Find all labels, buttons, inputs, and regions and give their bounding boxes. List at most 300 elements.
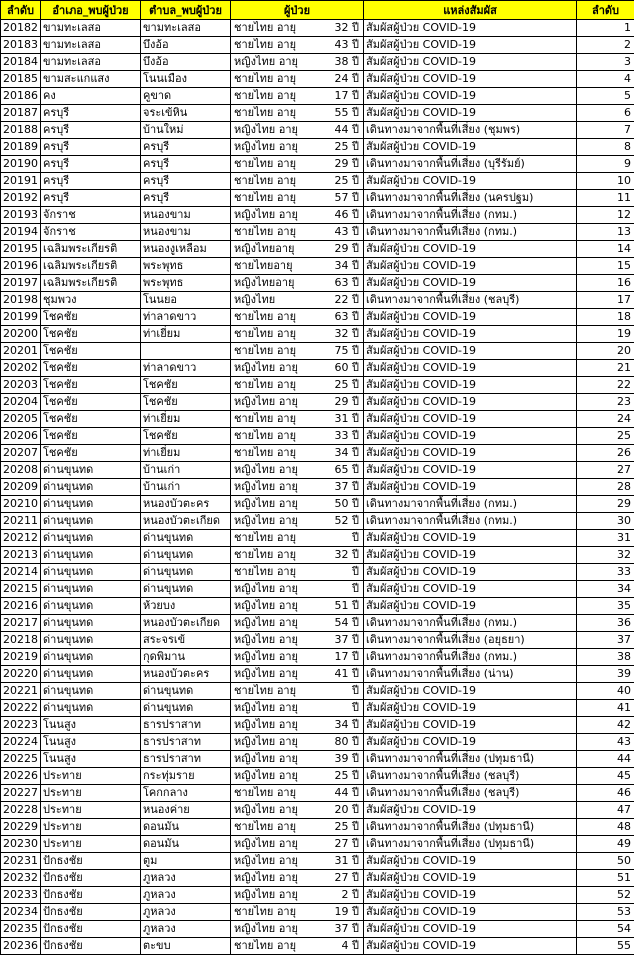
patient-age: ปี [352, 701, 359, 714]
cell-case-id: 20196 [1, 258, 41, 275]
header-patient: ผู้ป่วย [231, 1, 364, 20]
cell-district: ด่านขุนทด [41, 683, 141, 700]
patient-age: 4 ปี [341, 939, 359, 952]
patient-age: 25 ปี [334, 140, 359, 153]
cell-subdistrict: ห้วยบง [141, 598, 231, 615]
cell-order: 8 [577, 139, 634, 156]
cell-patient [231, 700, 364, 717]
patient-desc: ชายไทย อายุ [234, 72, 297, 85]
patient-desc: ชายไทย อายุ [234, 157, 297, 170]
cell-subdistrict: ธารปราสาท [141, 717, 231, 734]
cell-source: เดินทางมาจากพื้นที่เสี่ยง (นครปฐม) [364, 190, 577, 207]
patient-desc: หญิงไทย อายุ [234, 888, 298, 901]
table-row [1, 547, 634, 564]
table-row [1, 360, 634, 377]
table-row [1, 904, 634, 921]
patient-desc: ชายไทย อายุ [234, 786, 297, 799]
cell-district: ด่านขุนทด [41, 649, 141, 666]
patient-age: 32 ปี [334, 327, 359, 340]
cell-source: สัมผัสผู้ป่วย COVID-19 [364, 870, 577, 887]
cell-order: 14 [577, 241, 634, 258]
cell-subdistrict: กุดพิมาน [141, 649, 231, 666]
cell-district: ครบุรี [41, 122, 141, 139]
table-row [1, 819, 634, 836]
table-row [1, 105, 634, 122]
cell-district: ขามทะเลสอ [41, 54, 141, 71]
cell-district: ด่านขุนทด [41, 513, 141, 530]
cell-case-id: 20192 [1, 190, 41, 207]
patient-age: 46 ปี [334, 208, 359, 221]
patient-age: 63 ปี [334, 310, 359, 323]
cell-source: เดินทางมาจากพื้นที่เสี่ยง (ชลบุรี) [364, 768, 577, 785]
table-row [1, 71, 634, 88]
cell-patient [231, 156, 364, 173]
cell-source: สัมผัสผู้ป่วย COVID-19 [364, 20, 577, 37]
cell-patient [231, 819, 364, 836]
cell-order: 1 [577, 20, 634, 37]
patient-desc: หญิงไทย อายุ [234, 55, 298, 68]
table-row [1, 37, 634, 54]
table-row [1, 54, 634, 71]
cell-order: 30 [577, 513, 634, 530]
cell-district: ด่านขุนทด [41, 530, 141, 547]
cell-order: 12 [577, 207, 634, 224]
cell-order: 49 [577, 836, 634, 853]
patient-age: 37 ปี [334, 480, 359, 493]
cell-case-id: 20185 [1, 71, 41, 88]
cell-case-id: 20182 [1, 20, 41, 37]
cell-subdistrict: ด่านขุนทด [141, 700, 231, 717]
cell-subdistrict: พระพุทธ [141, 258, 231, 275]
cell-source: สัมผัสผู้ป่วย COVID-19 [364, 241, 577, 258]
cell-source: สัมผัสผู้ป่วย COVID-19 [364, 921, 577, 938]
cell-source: สัมผัสผู้ป่วย COVID-19 [364, 717, 577, 734]
cell-case-id: 20235 [1, 921, 41, 938]
cell-source: สัมผัสผู้ป่วย COVID-19 [364, 360, 577, 377]
cell-district: โชคชัย [41, 428, 141, 445]
cell-district: โนนสูง [41, 717, 141, 734]
cell-district: ด่านขุนทด [41, 581, 141, 598]
table-row [1, 649, 634, 666]
cell-patient [231, 258, 364, 275]
cell-order: 9 [577, 156, 634, 173]
cell-case-id: 20230 [1, 836, 41, 853]
cell-district: ด่านขุนทด [41, 700, 141, 717]
patient-age: 25 ปี [334, 378, 359, 391]
patient-desc: หญิงไทย อายุ [234, 395, 298, 408]
cell-patient [231, 802, 364, 819]
cell-case-id: 20206 [1, 428, 41, 445]
table-row [1, 258, 634, 275]
cell-source: สัมผัสผู้ป่วย COVID-19 [364, 598, 577, 615]
patient-desc: หญิงไทย อายุ [234, 871, 298, 884]
table-row [1, 377, 634, 394]
cell-order: 29 [577, 496, 634, 513]
patient-age: 63 ปี [334, 276, 359, 289]
table-row [1, 496, 634, 513]
patient-desc: หญิงไทย อายุ [234, 633, 298, 646]
cell-order: 43 [577, 734, 634, 751]
cell-subdistrict: หนองบัวตะคร [141, 496, 231, 513]
patient-age: 41 ปี [334, 667, 359, 680]
cell-case-id: 20198 [1, 292, 41, 309]
cell-source: เดินทางมาจากพื้นที่เสี่ยง (ปทุมธานี) [364, 751, 577, 768]
patient-age: 20 ปี [334, 803, 359, 816]
cell-source: เดินทางมาจากพื้นที่เสี่ยง (กทม.) [364, 224, 577, 241]
cell-district: ประทาย [41, 836, 141, 853]
cell-patient [231, 462, 364, 479]
cell-case-id: 20220 [1, 666, 41, 683]
cell-district: ปักธงชัย [41, 938, 141, 955]
cell-patient [231, 615, 364, 632]
cell-patient [231, 921, 364, 938]
patient-desc: ชายไทย อายุ [234, 21, 297, 34]
cell-district: เฉลิมพระเกียรติ [41, 241, 141, 258]
cell-subdistrict: โชคชัย [141, 377, 231, 394]
table-row [1, 479, 634, 496]
cell-case-id: 20225 [1, 751, 41, 768]
cell-patient [231, 904, 364, 921]
cell-district: จักราช [41, 224, 141, 241]
patient-desc: หญิงไทย อายุ [234, 582, 298, 595]
cell-order: 33 [577, 564, 634, 581]
cell-patient [231, 309, 364, 326]
cell-subdistrict: ท่าเยี่ยม [141, 445, 231, 462]
patient-desc: ชายไทย อายุ [234, 565, 297, 578]
cell-case-id: 20200 [1, 326, 41, 343]
patient-desc: หญิงไทย อายุ [234, 752, 298, 765]
cell-case-id: 20187 [1, 105, 41, 122]
cell-source: สัมผัสผู้ป่วย COVID-19 [364, 564, 577, 581]
patient-age: 29 ปี [334, 395, 359, 408]
cell-patient [231, 564, 364, 581]
cell-case-id: 20216 [1, 598, 41, 615]
patient-age: 25 ปี [334, 174, 359, 187]
cell-source: สัมผัสผู้ป่วย COVID-19 [364, 853, 577, 870]
patient-age: 27 ปี [334, 871, 359, 884]
cell-case-id: 20214 [1, 564, 41, 581]
patient-age: 38 ปี [334, 55, 359, 68]
cell-district: ประทาย [41, 785, 141, 802]
cell-case-id: 20222 [1, 700, 41, 717]
patient-desc: ชายไทย อายุ [234, 531, 297, 544]
cell-subdistrict: ด่านขุนทด [141, 683, 231, 700]
patient-age: 33 ปี [334, 429, 359, 442]
cell-source: สัมผัสผู้ป่วย COVID-19 [364, 326, 577, 343]
cell-subdistrict: สระจรเข้ [141, 632, 231, 649]
header-subdistrict: ตำบล_พบผู้ป่วย [141, 1, 231, 20]
cell-order: 20 [577, 343, 634, 360]
table-row [1, 326, 634, 343]
cell-order: 23 [577, 394, 634, 411]
table-row [1, 615, 634, 632]
patient-age: 80 ปี [334, 735, 359, 748]
patient-desc: หญิงไทย อายุ [234, 769, 298, 782]
patient-desc: หญิงไทย อายุ [234, 922, 298, 935]
table-row [1, 870, 634, 887]
patient-desc: ชายไทย อายุ [234, 225, 297, 238]
table-row [1, 751, 634, 768]
cell-patient [231, 207, 364, 224]
patient-desc: หญิงไทย [234, 293, 276, 306]
cell-patient [231, 71, 364, 88]
header-district: อำเภอ_พบผู้ป่วย [41, 1, 141, 20]
cell-subdistrict: ท่าเยี่ยม [141, 411, 231, 428]
cell-source: เดินทางมาจากพื้นที่เสี่ยง (ชลบุรี) [364, 292, 577, 309]
table-row [1, 564, 634, 581]
cell-source: สัมผัสผู้ป่วย COVID-19 [364, 581, 577, 598]
header-id: ลำดับ [1, 1, 41, 20]
cell-source: เดินทางมาจากพื้นที่เสี่ยง (บุรีรัมย์) [364, 156, 577, 173]
cell-source: สัมผัสผู้ป่วย COVID-19 [364, 258, 577, 275]
cell-source: เดินทางมาจากพื้นที่เสี่ยง (ปทุมธานี) [364, 819, 577, 836]
cell-case-id: 20203 [1, 377, 41, 394]
cell-subdistrict: ครบุรี [141, 156, 231, 173]
table-row [1, 513, 634, 530]
cell-order: 17 [577, 292, 634, 309]
cell-source: สัมผัสผู้ป่วย COVID-19 [364, 547, 577, 564]
patient-age: 22 ปี [334, 293, 359, 306]
cell-subdistrict: หนองบัวตะคร [141, 666, 231, 683]
cell-case-id: 20234 [1, 904, 41, 921]
cell-subdistrict: ธารปราสาท [141, 751, 231, 768]
cell-case-id: 20210 [1, 496, 41, 513]
cell-district: ปักธงชัย [41, 870, 141, 887]
cell-subdistrict: ด่านขุนทด [141, 564, 231, 581]
cell-source: สัมผัสผู้ป่วย COVID-19 [364, 105, 577, 122]
cell-source: เดินทางมาจากพื้นที่เสี่ยง (น่าน) [364, 666, 577, 683]
cell-subdistrict: หนองขาม [141, 207, 231, 224]
table-row [1, 241, 634, 258]
table-row [1, 122, 634, 139]
cell-district: ด่านขุนทด [41, 479, 141, 496]
patient-age: 17 ปี [334, 89, 359, 102]
cell-patient [231, 649, 364, 666]
cell-district: ปักธงชัย [41, 921, 141, 938]
cell-source: สัมผัสผู้ป่วย COVID-19 [364, 394, 577, 411]
table-row [1, 224, 634, 241]
patient-age: 27 ปี [334, 837, 359, 850]
cell-district: ครบุรี [41, 190, 141, 207]
cell-source: เดินทางมาจากพื้นที่เสี่ยง (ชลบุรี) [364, 785, 577, 802]
cell-order: 54 [577, 921, 634, 938]
cell-order: 41 [577, 700, 634, 717]
patient-age: 54 ปี [334, 616, 359, 629]
patient-age: 51 ปี [334, 599, 359, 612]
cell-patient [231, 122, 364, 139]
cell-patient [231, 88, 364, 105]
patient-age: 60 ปี [334, 361, 359, 374]
patient-age: 75 ปี [334, 344, 359, 357]
cell-order: 35 [577, 598, 634, 615]
cell-patient [231, 54, 364, 71]
cell-source: เดินทางมาจากพื้นที่เสี่ยง (กทม.) [364, 496, 577, 513]
patient-age: ปี [352, 684, 359, 697]
cell-order: 11 [577, 190, 634, 207]
cell-source: สัมผัสผู้ป่วย COVID-19 [364, 887, 577, 904]
cell-patient [231, 190, 364, 207]
cell-order: 21 [577, 360, 634, 377]
cell-case-id: 20211 [1, 513, 41, 530]
table-row [1, 156, 634, 173]
cell-subdistrict: บ้านใหม่ [141, 122, 231, 139]
cell-order: 28 [577, 479, 634, 496]
cell-patient [231, 887, 364, 904]
cell-case-id: 20226 [1, 768, 41, 785]
cell-subdistrict: ธารปราสาท [141, 734, 231, 751]
table-row [1, 700, 634, 717]
cell-patient [231, 513, 364, 530]
cell-district: โชคชัย [41, 445, 141, 462]
cell-case-id: 20202 [1, 360, 41, 377]
cell-source: สัมผัสผู้ป่วย COVID-19 [364, 139, 577, 156]
cell-source: สัมผัสผู้ป่วย COVID-19 [364, 275, 577, 292]
patient-age: 37 ปี [334, 633, 359, 646]
cell-order: 2 [577, 37, 634, 54]
cell-case-id: 20191 [1, 173, 41, 190]
cell-order: 42 [577, 717, 634, 734]
patient-desc: ชายไทย อายุ [234, 174, 297, 187]
patient-age: 57 ปี [334, 191, 359, 204]
cell-case-id: 20205 [1, 411, 41, 428]
cell-order: 52 [577, 887, 634, 904]
table-row [1, 785, 634, 802]
cell-source: เดินทางมาจากพื้นที่เสี่ยง (ปทุมธานี) [364, 836, 577, 853]
patient-desc: ชายไทย อายุ [234, 344, 297, 357]
table-row [1, 462, 634, 479]
cell-district: โนนสูง [41, 734, 141, 751]
patient-age: 43 ปี [334, 225, 359, 238]
cell-subdistrict: โคกกลาง [141, 785, 231, 802]
cell-district: คง [41, 88, 141, 105]
cell-source: เดินทางมาจากพื้นที่เสี่ยง (อยุธยา) [364, 632, 577, 649]
cell-subdistrict: คูขาด [141, 88, 231, 105]
cell-case-id: 20194 [1, 224, 41, 241]
cell-subdistrict: ดอนมัน [141, 819, 231, 836]
cell-order: 25 [577, 428, 634, 445]
cell-patient [231, 411, 364, 428]
cell-district: ครบุรี [41, 139, 141, 156]
cell-district: ประทาย [41, 768, 141, 785]
cell-case-id: 20189 [1, 139, 41, 156]
cell-subdistrict: กระทุ่มราย [141, 768, 231, 785]
cell-patient [231, 666, 364, 683]
cell-order: 46 [577, 785, 634, 802]
cell-order: 40 [577, 683, 634, 700]
cell-patient [231, 547, 364, 564]
cell-case-id: 20207 [1, 445, 41, 462]
cell-patient [231, 836, 364, 853]
cell-subdistrict: หนองงูเหลือม [141, 241, 231, 258]
cell-district: ด่านขุนทด [41, 598, 141, 615]
cell-order: 45 [577, 768, 634, 785]
patient-age: 34 ปี [334, 259, 359, 272]
cell-patient [231, 292, 364, 309]
cell-order: 24 [577, 411, 634, 428]
patient-age: 39 ปี [334, 752, 359, 765]
cell-case-id: 20201 [1, 343, 41, 360]
cell-order: 48 [577, 819, 634, 836]
cell-order: 34 [577, 581, 634, 598]
patient-desc: หญิงไทย อายุ [234, 514, 298, 527]
cell-source: สัมผัสผู้ป่วย COVID-19 [364, 71, 577, 88]
cell-order: 44 [577, 751, 634, 768]
patient-desc: ชายไทย อายุ [234, 446, 297, 459]
cell-subdistrict: โนนยอ [141, 292, 231, 309]
cell-patient [231, 632, 364, 649]
table-row [1, 802, 634, 819]
cell-district: ด่านขุนทด [41, 564, 141, 581]
cell-district: โชคชัย [41, 309, 141, 326]
table-row [1, 275, 634, 292]
patient-desc: หญิงไทย อายุ [234, 735, 298, 748]
header-row [1, 1, 634, 20]
cell-subdistrict: ภูหลวง [141, 904, 231, 921]
patient-age: 34 ปี [334, 718, 359, 731]
cell-case-id: 20190 [1, 156, 41, 173]
cell-district: ปักธงชัย [41, 904, 141, 921]
patient-desc: ชายไทยอายุ [234, 259, 293, 272]
patient-age: ปี [352, 565, 359, 578]
patient-age: 32 ปี [334, 548, 359, 561]
patient-desc: หญิงไทย อายุ [234, 718, 298, 731]
cell-source: สัมผัสผู้ป่วย COVID-19 [364, 411, 577, 428]
cell-district: ด่านขุนทด [41, 547, 141, 564]
patient-age: 44 ปี [334, 123, 359, 136]
cell-subdistrict: ด่านขุนทด [141, 530, 231, 547]
cell-case-id: 20228 [1, 802, 41, 819]
cell-patient [231, 785, 364, 802]
cell-patient [231, 496, 364, 513]
patient-age: 50 ปี [334, 497, 359, 510]
cell-subdistrict: หนองบัวตะเกียด [141, 615, 231, 632]
table-row [1, 666, 634, 683]
cell-case-id: 20193 [1, 207, 41, 224]
cell-order: 27 [577, 462, 634, 479]
cell-patient [231, 343, 364, 360]
cell-case-id: 20215 [1, 581, 41, 598]
patient-age: 24 ปี [334, 72, 359, 85]
cell-subdistrict: ท่าลาดขาว [141, 309, 231, 326]
patient-desc: หญิงไทย อายุ [234, 480, 298, 493]
patient-desc: หญิงไทย อายุ [234, 616, 298, 629]
cell-district: ด่านขุนทด [41, 615, 141, 632]
cell-patient [231, 870, 364, 887]
cell-case-id: 20232 [1, 870, 41, 887]
table-row [1, 717, 634, 734]
patient-desc: หญิงไทย อายุ [234, 650, 298, 663]
cell-case-id: 20221 [1, 683, 41, 700]
cell-subdistrict: ครบุรี [141, 139, 231, 156]
cell-source: สัมผัสผู้ป่วย COVID-19 [364, 377, 577, 394]
table-row [1, 581, 634, 598]
cell-case-id: 20218 [1, 632, 41, 649]
table-row [1, 88, 634, 105]
patient-age: 19 ปี [334, 905, 359, 918]
patient-age: ปี [352, 582, 359, 595]
cell-case-id: 20197 [1, 275, 41, 292]
cell-order: 7 [577, 122, 634, 139]
cell-subdistrict: ตูม [141, 853, 231, 870]
cell-order: 32 [577, 547, 634, 564]
cell-district: ครบุรี [41, 156, 141, 173]
cell-source: สัมผัสผู้ป่วย COVID-19 [364, 700, 577, 717]
cell-order: 19 [577, 326, 634, 343]
patient-age: 29 ปี [334, 157, 359, 170]
cell-source: เดินทางมาจากพื้นที่เสี่ยง (กทม.) [364, 649, 577, 666]
cell-source: สัมผัสผู้ป่วย COVID-19 [364, 734, 577, 751]
cell-case-id: 20229 [1, 819, 41, 836]
